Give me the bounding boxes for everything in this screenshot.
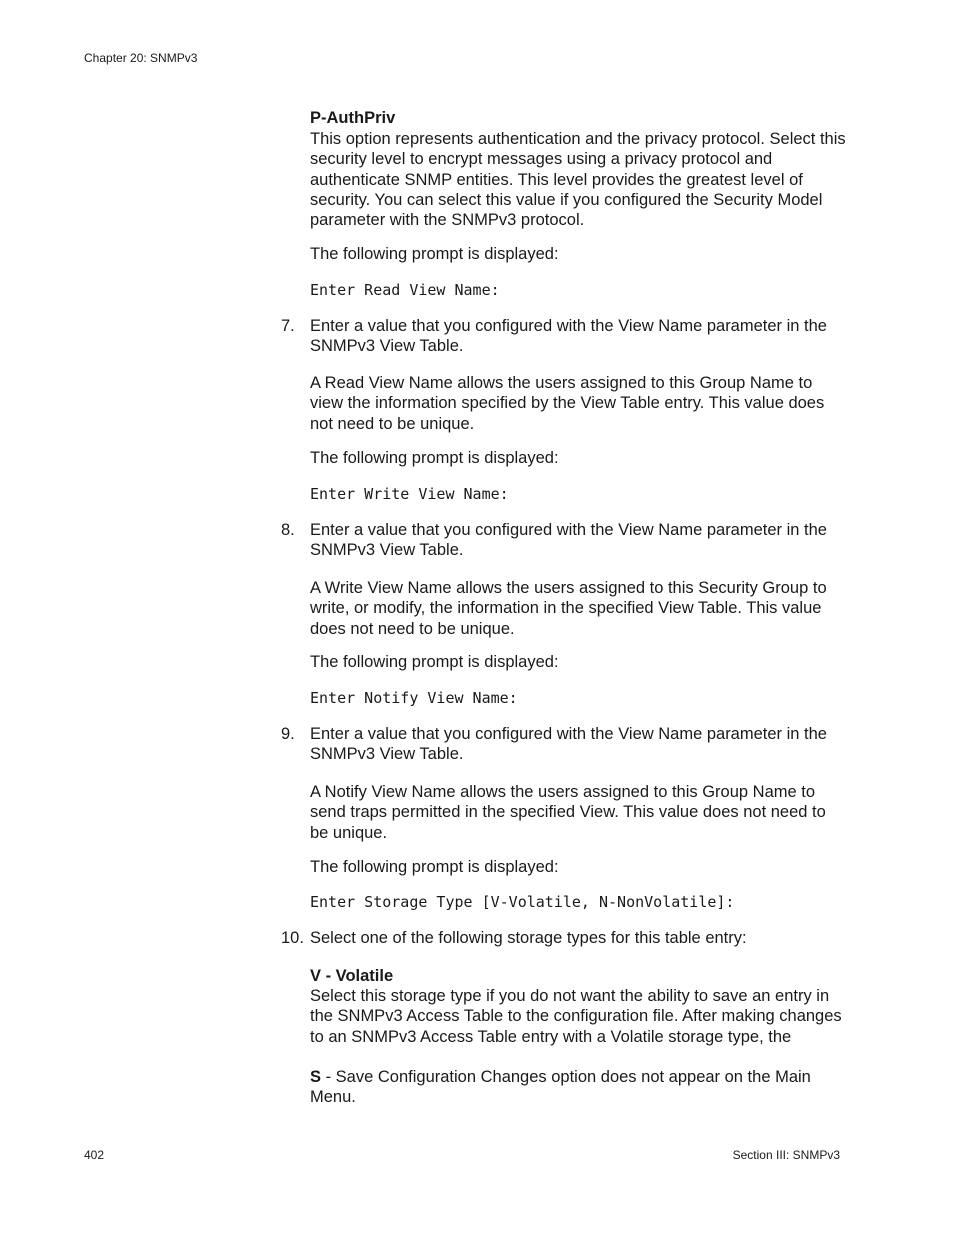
pauth-title: P-AuthPriv	[310, 109, 396, 127]
step-7-text: Enter a value that you configured with the View Name parameter in the SNMPv3 View Table.	[310, 317, 827, 356]
step-9-description: A Notify View Name allows the users assigned to this Group Name to send traps permitted in the specified View. This value does not need to be unique.	[310, 783, 826, 842]
volatile-title: V - Volatile	[310, 967, 394, 985]
running-footer-section: Section III: SNMPv3	[732, 1148, 840, 1162]
step-10-text: Select one of the following storage types for this table entry:	[310, 929, 747, 947]
running-header: Chapter 20: SNMPv3	[84, 51, 198, 65]
save-note-text: - Save Configuration Changes option does not appear on the Main Menu.	[310, 1068, 811, 1107]
step-8-text: Enter a value that you configured with the View Name parameter in the SNMPv3 View Table.	[310, 521, 827, 560]
pauth-description: This option represents authentication and the privacy protocol. Select this security level to encrypt messages using a privacy protocol and authenticate SNMP entities. This level provides the greatest level of security. You can select this value if you configured the Security Model parameter with the SNMPv3 protocol.	[310, 130, 846, 230]
step-8-number: 8.	[281, 521, 295, 539]
step-9-text: Enter a value that you configured with the View Name parameter in the SNMPv3 View Table.	[310, 725, 827, 764]
prompt-write-view: Enter Write View Name:	[310, 485, 509, 503]
page-number: 402	[84, 1148, 105, 1162]
save-key: S	[310, 1068, 322, 1086]
step-7-description: A Read View Name allows the users assigned to this Group Name to view the information specified by the View Table entry. This value does not need to be unique.	[310, 374, 825, 433]
prompt-notify-view: Enter Notify View Name:	[310, 689, 518, 707]
step-10-number: 10.	[281, 929, 304, 947]
save-option-note	[310, 1067, 846, 1108]
prompt-label-1: The following prompt is displayed:	[310, 245, 559, 263]
step-7-number: 7.	[281, 317, 295, 335]
step-9-number: 9.	[281, 725, 295, 743]
prompt-read-view: Enter Read View Name:	[310, 281, 500, 299]
prompt-label-2: The following prompt is displayed:	[310, 449, 559, 467]
prompt-storage-type: Enter Storage Type [V-Volatile, N-NonVolatile]:	[310, 893, 735, 911]
prompt-label-4: The following prompt is displayed:	[310, 858, 559, 876]
volatile-description: Select this storage type if you do not want the ability to save an entry in the SNMPv3 Access Table to the configuration file. After making changes to an SNMPv3 Access Table entry with a Volatile storage type, the	[310, 987, 842, 1046]
prompt-label-3: The following prompt is displayed:	[310, 653, 559, 671]
step-8-description: A Write View Name allows the users assigned to this Security Group to write, or modify, the information in the specified View Table. This value does not need to be unique.	[310, 579, 827, 638]
